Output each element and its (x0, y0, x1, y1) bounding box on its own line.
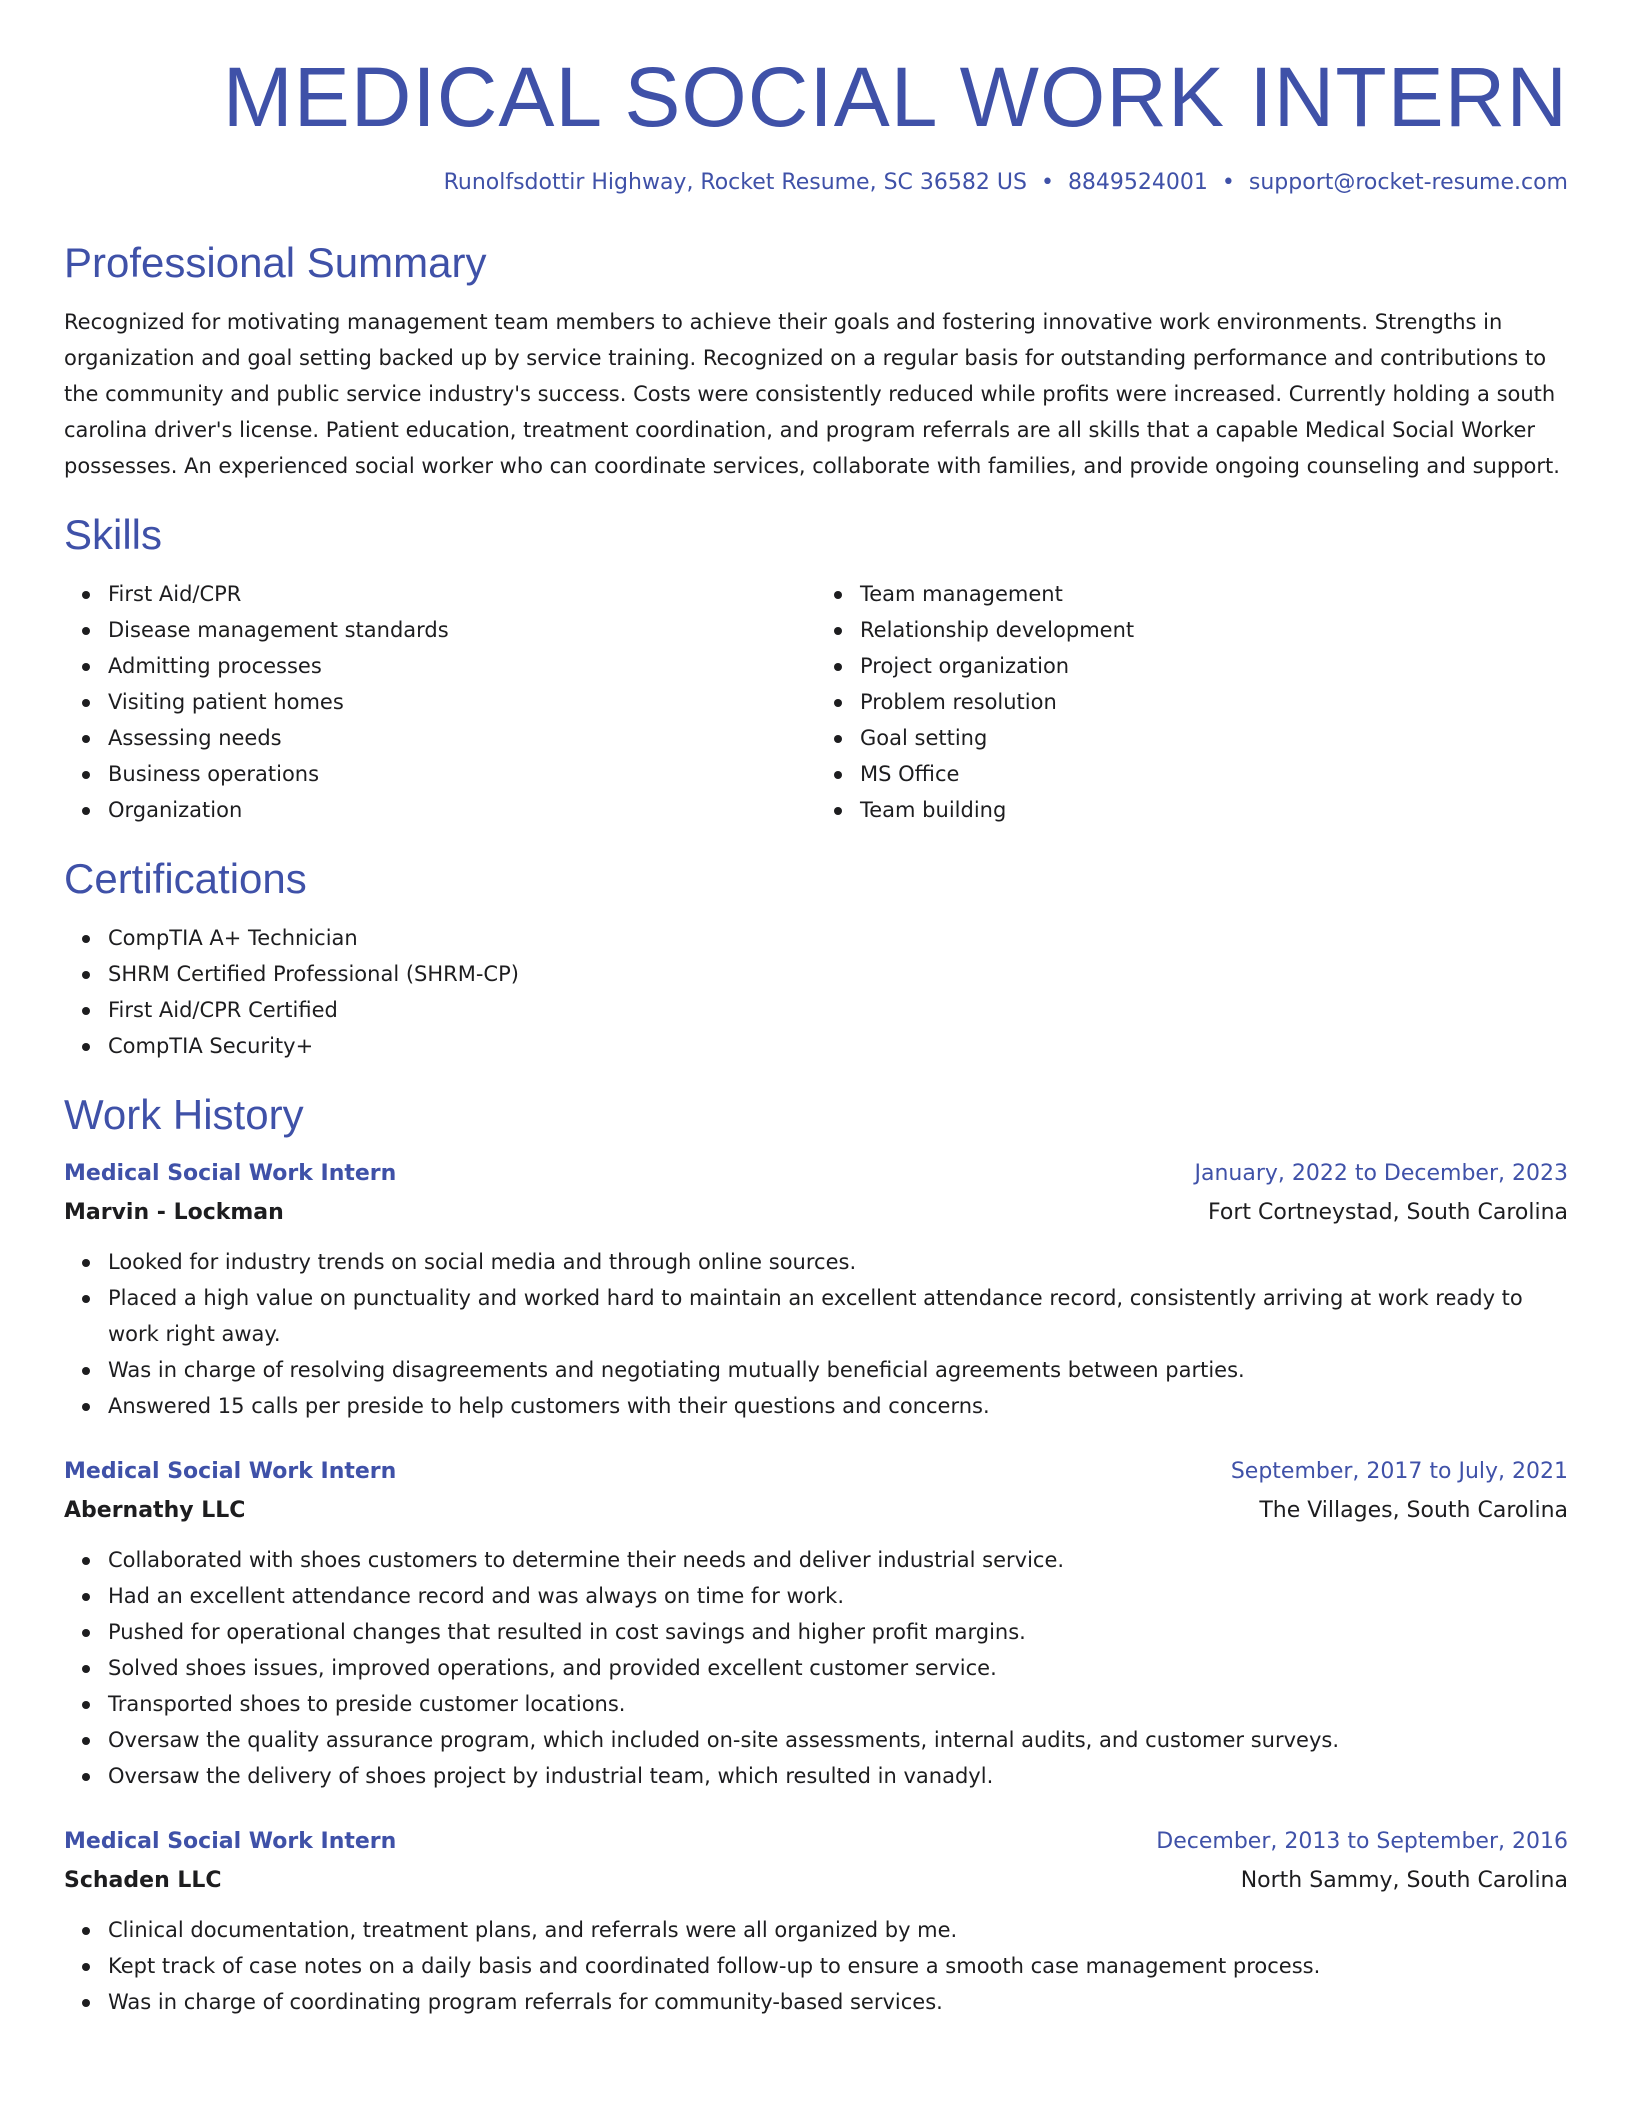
job-bullets (64, 1542, 1568, 1794)
job-entry (64, 1822, 1568, 2020)
job-bullet: Oversaw the delivery of shoes project by industrial team, which resulted in vanadyl. (108, 1758, 1568, 1794)
job-bullet: Pushed for operational changes that resulted in cost savings and higher profit margins. (108, 1614, 1568, 1650)
job-title-row (64, 1154, 1568, 1194)
skill-item: Disease management standards (108, 612, 816, 648)
skill-item: Organization (108, 792, 816, 828)
job-bullet: Answered 15 calls per preside to help customers with their questions and concerns. (108, 1388, 1568, 1424)
summary-text: Recognized for motivating management team members to achieve their goals and fostering innovative work environments. Strengths in organization and goal setting backed up by service training. Recognized on a regular basis for outstanding performance and contributions to the community and public service industry's success. Costs were consistently reduced while profits were increased. Currently holding a south carolina driver's license. Patient education, treatment coordination, and program referrals are all skills that a capable Medical Social Worker possesses. An experienced social worker who can coordinate services, collaborate with families, and provide ongoing counseling and support. (64, 310, 1560, 479)
skill-item: Team building (860, 792, 1568, 828)
candidate-name: MEDICAL SOCIAL WORK INTERN (222, 50, 1568, 144)
job-company: Schaden LLC (64, 1868, 222, 1894)
contact-line (64, 168, 1568, 198)
job-company: Abernathy LLC (64, 1498, 246, 1524)
job-bullet: Clinical documentation, treatment plans, and referrals were all organized by me. (108, 1912, 1568, 1948)
job-bullet: Was in charge of coordinating program referrals for community-based services. (108, 1984, 1568, 2020)
job-dates: December, 2013 to September, 2016 (1156, 1829, 1568, 1855)
job-entry (64, 1452, 1568, 1794)
job-location: North Sammy, South Carolina (1240, 1868, 1568, 1894)
certification-item: SHRM Certified Professional (SHRM-CP) (108, 956, 1568, 992)
job-bullet: Was in charge of resolving disagreements and negotiating mutually beneficial agreements between parties. (108, 1352, 1568, 1388)
skill-item: Relationship development (860, 612, 1568, 648)
job-bullet: Solved shoes issues, improved operations, and provided excellent customer service. (108, 1650, 1568, 1686)
skill-item: Assessing needs (108, 720, 816, 756)
job-entry (64, 1154, 1568, 1424)
skill-item: Project organization (860, 648, 1568, 684)
contact-address: Runolfsdottir Highway, Rocket Resume, SC 36582 US (443, 170, 1027, 196)
job-title: Medical Social Work Intern (64, 1829, 397, 1855)
work-history-heading: Work History (64, 1091, 304, 1139)
certifications-list (64, 920, 1568, 1064)
job-company-row (64, 1862, 1568, 1900)
job-bullet: Looked for industry trends on social media and through online sources. (108, 1244, 1568, 1280)
job-company-row (64, 1492, 1568, 1530)
job-company: Marvin - Lockman (64, 1200, 284, 1226)
skills-heading: Skills (64, 511, 163, 559)
job-bullets (64, 1912, 1568, 2020)
summary-heading: Professional Summary (64, 239, 487, 287)
job-location: Fort Cortneystad, South Carolina (1208, 1200, 1568, 1226)
certifications-heading: Certifications (64, 855, 307, 903)
skill-item: Business operations (108, 756, 816, 792)
skill-item: MS Office (860, 756, 1568, 792)
skills-column-right (816, 576, 1568, 828)
skills-list (64, 576, 1568, 828)
resume-header (64, 50, 1568, 198)
job-dates: September, 2017 to July, 2021 (1230, 1459, 1568, 1485)
job-company-row (64, 1194, 1568, 1232)
job-bullet: Placed a high value on punctuality and worked hard to maintain an excellent attendance record, consistently arriving at work ready to work right away. (108, 1280, 1568, 1352)
job-bullet: Transported shoes to preside customer locations. (108, 1686, 1568, 1722)
skill-item: Goal setting (860, 720, 1568, 756)
job-bullet: Had an excellent attendance record and was always on time for work. (108, 1578, 1568, 1614)
job-location: The Villages, South Carolina (1259, 1498, 1568, 1524)
certification-item: CompTIA A+ Technician (108, 920, 1568, 956)
skill-item: Admitting processes (108, 648, 816, 684)
job-title-row (64, 1822, 1568, 1862)
job-bullets (64, 1244, 1568, 1424)
skill-item: First Aid/CPR (108, 576, 816, 612)
job-title-row (64, 1452, 1568, 1492)
job-bullet: Oversaw the quality assurance program, which included on-site assessments, internal audits, and customer surveys. (108, 1722, 1568, 1758)
contact-phone: 8849524001 (1067, 170, 1208, 196)
skill-item: Team management (860, 576, 1568, 612)
skills-column-left (64, 576, 816, 828)
job-bullet: Kept track of case notes on a daily basis and coordinated follow-up to ensure a smooth case management process. (108, 1948, 1568, 1984)
job-title: Medical Social Work Intern (64, 1459, 397, 1485)
certification-item: First Aid/CPR Certified (108, 992, 1568, 1028)
job-title: Medical Social Work Intern (64, 1161, 397, 1187)
skill-item: Problem resolution (860, 684, 1568, 720)
contact-email: support@rocket-resume.com (1248, 170, 1568, 196)
skill-item: Visiting patient homes (108, 684, 816, 720)
job-bullet: Collaborated with shoes customers to determine their needs and deliver industrial service. (108, 1542, 1568, 1578)
contact-separator: • (1040, 170, 1054, 196)
job-dates: January, 2022 to December, 2023 (1194, 1161, 1568, 1187)
contact-separator: • (1221, 170, 1235, 196)
certification-item: CompTIA Security+ (108, 1028, 1568, 1064)
